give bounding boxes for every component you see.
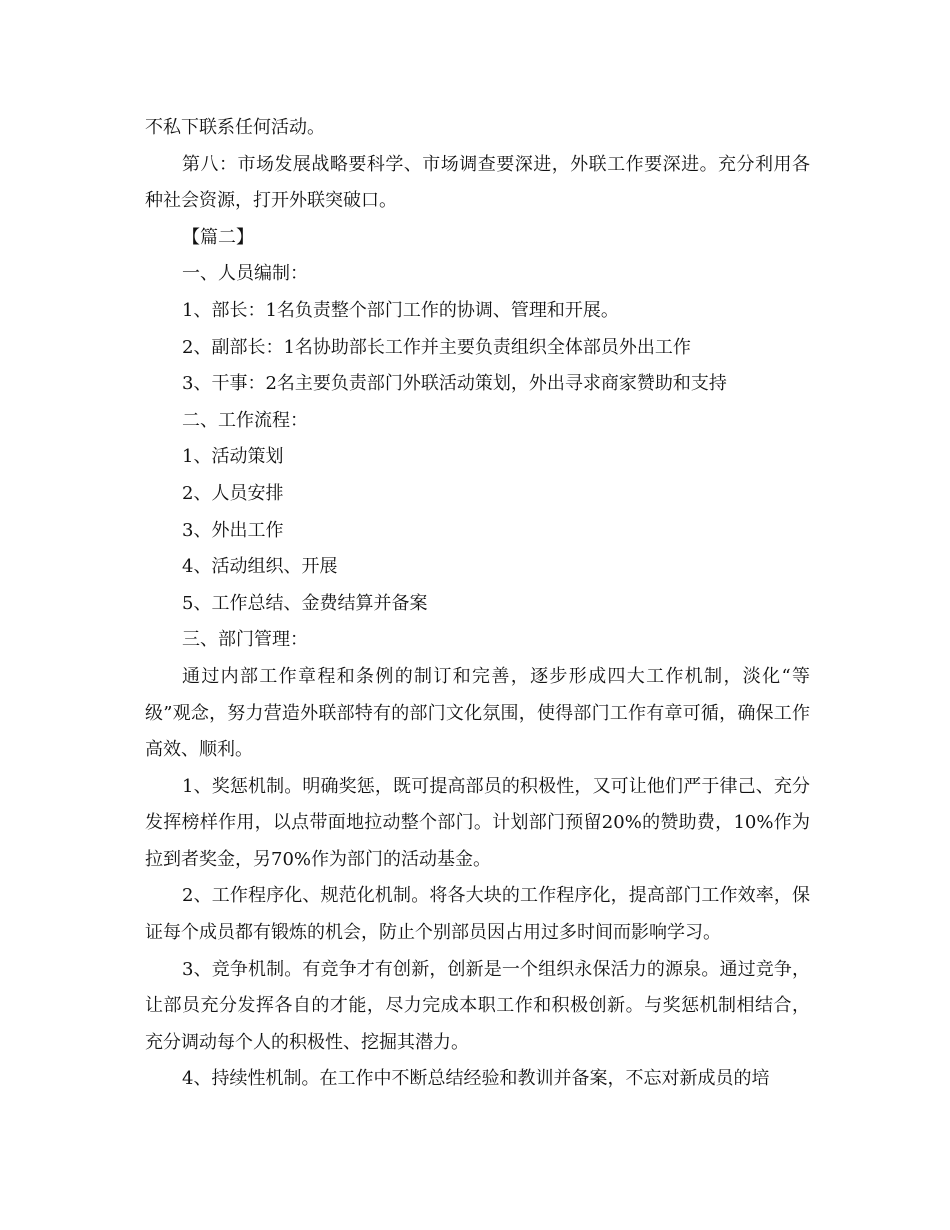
paragraph-continuation: 不私下联系任何活动。 bbox=[145, 117, 325, 138]
heading-department-management: 三、部门管理： bbox=[182, 629, 308, 651]
heading-staffing: 一、人员编制： bbox=[182, 263, 308, 285]
paragraph-point-eight: 第八：市场发展战略要科学、市场调查要深进，外联工作要深进。充分利用各种社会资源，打开外联突破口。 bbox=[145, 153, 810, 212]
paragraph-continuity-mechanism: 4、持续性机制。在工作中不断总结经验和教训并备案，不忘对新成员的培 bbox=[182, 1068, 770, 1090]
list-item: 5、工作总结、金费结算并备案 bbox=[182, 592, 428, 614]
section-heading-part-two: 【篇二】 bbox=[182, 226, 254, 248]
list-item: 4、活动组织、开展 bbox=[182, 556, 338, 578]
list-item: 2、副部长：1名协助部长工作并主要负责组织全体部员外出工作 bbox=[182, 336, 691, 358]
heading-workflow: 二、工作流程： bbox=[182, 409, 308, 431]
list-item: 3、干事：2名主要负责部门外联活动策划，外出寻求商家赞助和支持 bbox=[182, 373, 727, 395]
paragraph-procedure-mechanism: 2、工作程序化、规范化机制。将各大块的工作程序化，提高部门工作效率，保证每个成员都有锻炼的机会，防止个别部员因占用过多时间而影响学习。 bbox=[145, 885, 810, 944]
document-body bbox=[145, 110, 810, 1098]
list-item: 1、部长：1名负责整个部门工作的协调、管理和开展。 bbox=[182, 299, 619, 321]
paragraph-management-intro: 通过内部工作章程和条例的制订和完善，逐步形成四大工作机制，淡化“等级”观念，努力营造外联部特有的部门文化氛围，使得部门工作有章可循，确保工作高效、顺利。 bbox=[145, 665, 810, 761]
list-item: 2、人员安排 bbox=[182, 482, 284, 504]
paragraph-reward-mechanism: 1、奖惩机制。明确奖惩，既可提高部员的积极性，又可让他们严于律己、充分发挥榜样作用，以点带面地拉动整个部门。计划部门预留20%的赞助费，10%作为拉到者奖金，另70%作为部门的活动基金。 bbox=[145, 775, 810, 870]
paragraph-competition-mechanism: 3、竞争机制。有竞争才有创新，创新是一个组织永保活力的源泉。通过竞争，让部员充分发挥各自的才能，尽力完成本职工作和积极创新。与奖惩机制相结合，充分调动每个人的积极性、挖掘其潜力。 bbox=[145, 958, 810, 1053]
list-item: 1、活动策划 bbox=[182, 446, 284, 468]
list-item: 3、外出工作 bbox=[182, 519, 284, 541]
